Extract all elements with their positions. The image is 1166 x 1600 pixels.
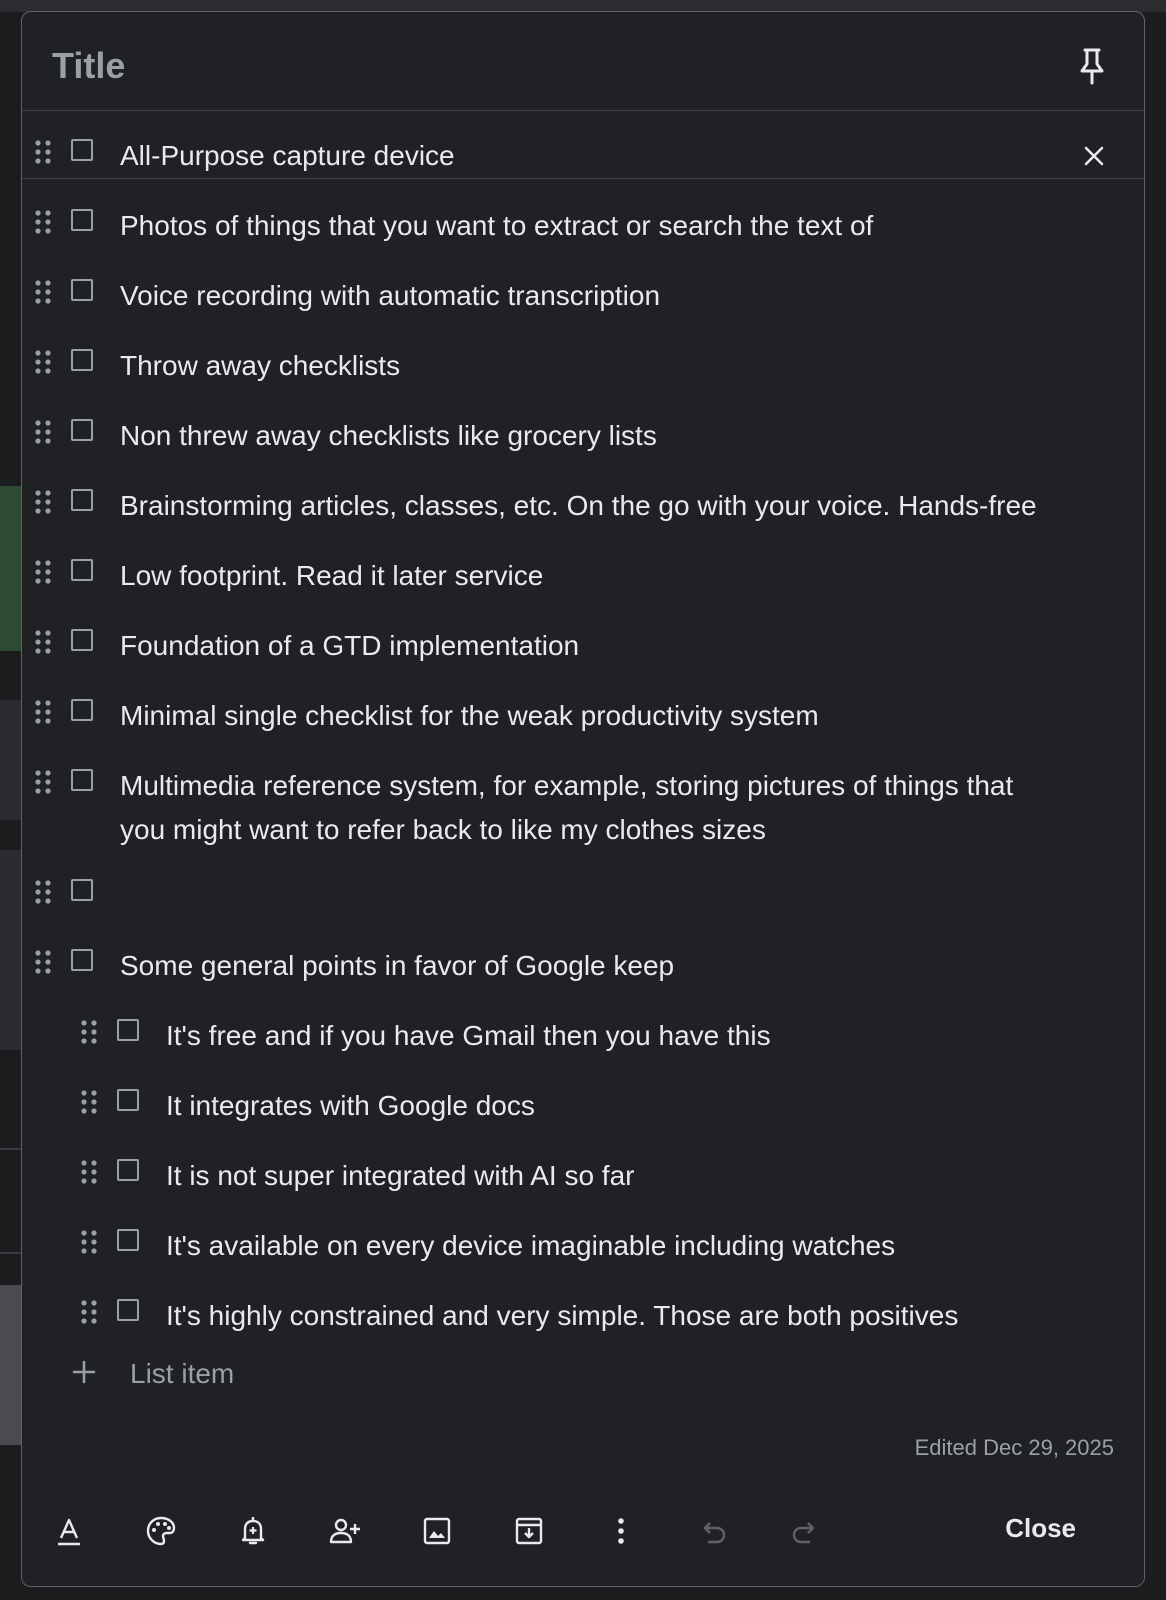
checklist-item[interactable] [22,944,1144,988]
checklist-item-text[interactable]: It's available on every device imaginable including watches [166,1230,896,1261]
pin-icon[interactable] [1076,46,1108,86]
background-app-fragment [0,700,22,820]
checklist-item-text[interactable]: Low footprint. Read it later service [120,560,544,591]
checklist-item[interactable] [22,1014,1144,1058]
more-icon[interactable] [604,1514,638,1548]
checkbox[interactable] [71,699,93,721]
checkbox[interactable] [71,949,93,971]
checkbox[interactable] [71,209,93,231]
checklist-item-text[interactable]: It integrates with Google docs [166,1090,535,1121]
checklist-item-text[interactable]: It is not super integrated with AI so far [166,1160,635,1191]
undo-icon[interactable] [696,1514,730,1548]
drag-handle-icon[interactable] [34,948,52,982]
checkbox[interactable] [117,1089,139,1111]
drag-handle-icon[interactable] [34,698,52,732]
checklist-item[interactable] [22,1294,1144,1338]
checklist-item[interactable] [22,134,1144,178]
drag-handle-icon[interactable] [80,1158,98,1192]
checklist-item-text[interactable]: Some general points in favor of Google keep [120,950,675,981]
drag-handle-icon[interactable] [80,1018,98,1052]
edited-timestamp: Edited Dec 29, 2025 [914,1435,1114,1460]
add-list-item-placeholder[interactable]: List item [130,1358,235,1389]
checkbox[interactable] [71,879,93,901]
checklist-item-text[interactable]: Brainstorming articles, classes, etc. On the go with your voice. Hands-free [120,490,1037,521]
drag-handle-icon[interactable] [34,208,52,242]
checklist-item-text[interactable]: Multimedia reference system, for example, storing pictures of things that you might want to refer back to like my clothes sizes [120,770,1014,845]
checkbox[interactable] [71,489,93,511]
checklist-item[interactable] [22,274,1144,318]
background-divider [0,1252,22,1254]
drag-handle-icon[interactable] [80,1228,98,1262]
add-list-item-row[interactable] [22,1354,1144,1402]
drag-handle-icon[interactable] [34,488,52,522]
checklist-item[interactable] [22,204,1144,248]
background-image-thumbnail [0,1285,22,1445]
checklist-item-text[interactable]: Minimal single checklist for the weak productivity system [120,700,819,731]
title-row [22,12,1144,111]
drag-handle-icon[interactable] [34,628,52,662]
checkbox[interactable] [117,1159,139,1181]
checklist-item[interactable] [22,764,1144,852]
note-title-input[interactable]: Title [52,45,126,86]
checklist-item[interactable] [22,874,1144,918]
checklist-item-text[interactable]: Photos of things that you want to extract or search the text of [120,210,874,241]
remind-me-icon[interactable] [236,1514,270,1548]
drag-handle-icon[interactable] [34,348,52,382]
add-image-icon[interactable] [420,1514,454,1548]
checklist-item[interactable] [22,484,1144,528]
checkbox[interactable] [71,769,93,791]
close-button[interactable]: Close [1005,1513,1076,1543]
checklist-item-text[interactable]: It's highly constrained and very simple. Those are both positives [166,1300,959,1331]
checklist-item[interactable] [22,1084,1144,1128]
checklist-item[interactable] [22,1154,1144,1198]
delete-item-icon[interactable] [1080,142,1108,170]
first-item-divider [22,178,1144,179]
checkbox[interactable] [71,139,93,161]
drag-handle-icon[interactable] [34,768,52,802]
note-toolbar [22,1480,1144,1587]
drag-handle-icon[interactable] [34,138,52,172]
checkbox[interactable] [71,419,93,441]
plus-icon[interactable] [70,1358,98,1386]
drag-handle-icon[interactable] [80,1298,98,1332]
checkbox[interactable] [71,629,93,651]
formatting-options-icon[interactable] [52,1514,86,1548]
checkbox[interactable] [117,1229,139,1251]
checklist-item[interactable] [22,554,1144,598]
checkbox[interactable] [117,1019,139,1041]
background-app-fragment [0,486,22,651]
checklist-item[interactable] [22,414,1144,458]
archive-icon[interactable] [512,1514,546,1548]
checklist-item[interactable] [22,624,1144,668]
drag-handle-icon[interactable] [34,878,52,912]
checklist-item-text[interactable]: Voice recording with automatic transcription [120,280,661,311]
checklist-item[interactable] [22,1224,1144,1268]
checklist-item-text[interactable]: It's free and if you have Gmail then you have this [166,1020,771,1051]
checklist-item-text[interactable]: Non threw away checklists like grocery lists [120,420,657,451]
background-options-icon[interactable] [144,1514,178,1548]
background-divider [0,1148,22,1150]
checkbox[interactable] [71,349,93,371]
redo-icon[interactable] [788,1514,822,1548]
background-app-fragment [0,850,22,1050]
checklist-item-text[interactable]: Foundation of a GTD implementation [120,630,580,661]
note-editor-dialog [21,11,1145,1587]
drag-handle-icon[interactable] [80,1088,98,1122]
checklist-item[interactable] [22,344,1144,388]
drag-handle-icon[interactable] [34,418,52,452]
checkbox[interactable] [71,279,93,301]
checkbox[interactable] [71,559,93,581]
collaborator-icon[interactable] [328,1514,362,1548]
checkbox[interactable] [117,1299,139,1321]
checklist-item[interactable] [22,694,1144,738]
checklist-item-text[interactable]: All-Purpose capture device [120,140,455,171]
drag-handle-icon[interactable] [34,278,52,312]
checklist-item-text[interactable]: Throw away checklists [120,350,401,381]
drag-handle-icon[interactable] [34,558,52,592]
